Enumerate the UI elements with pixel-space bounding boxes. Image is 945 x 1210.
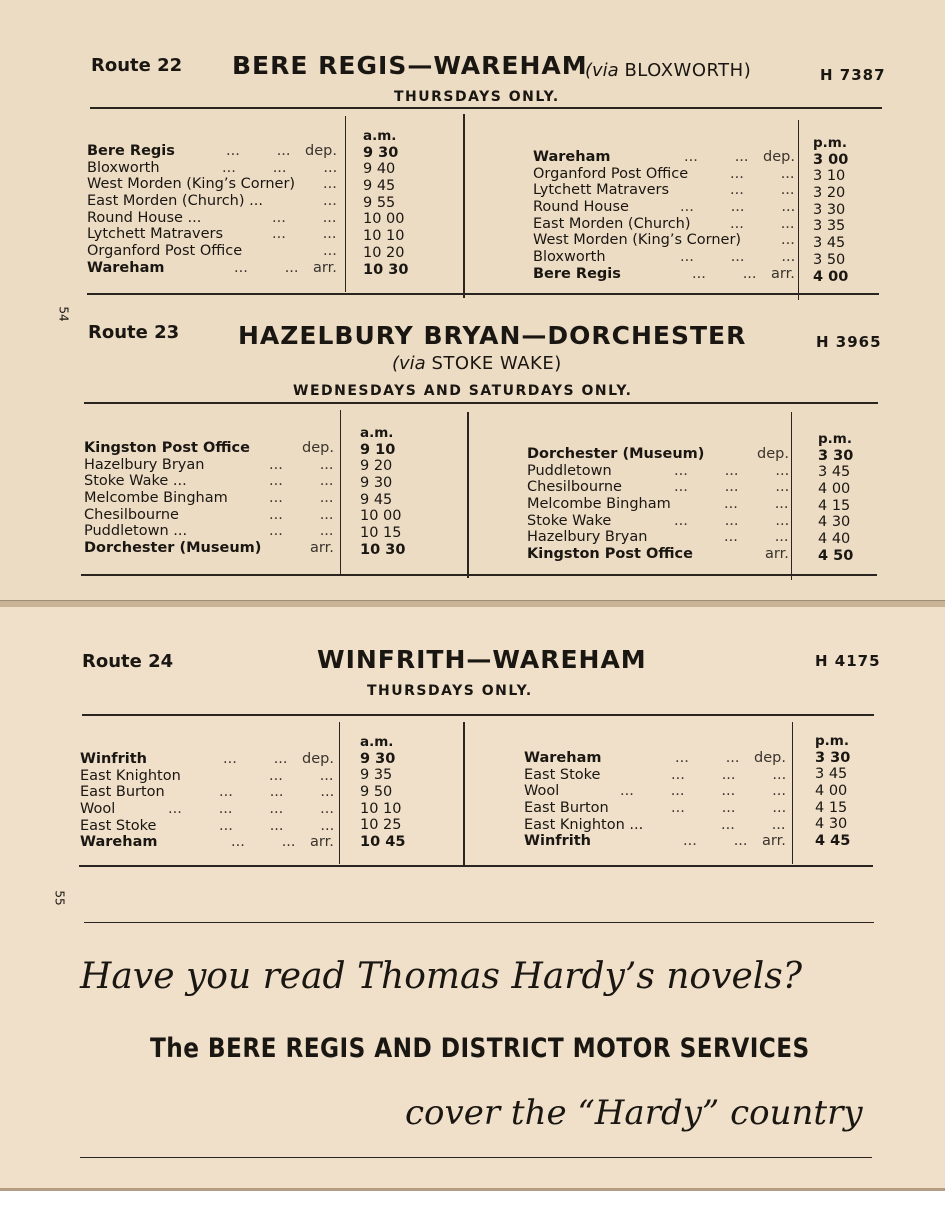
departure-time: 10 00 bbox=[360, 508, 402, 525]
stop-mark: arr. bbox=[313, 259, 337, 276]
route-24-label: Route 24 bbox=[82, 651, 174, 672]
stop-name: Organford Post Office bbox=[533, 165, 689, 182]
stop-name: East Burton bbox=[80, 784, 165, 801]
departure-time: 4 00 bbox=[818, 481, 851, 498]
departure-time: 9 40 bbox=[363, 161, 396, 178]
stop-row bbox=[533, 182, 795, 199]
stop-name: East Knighton ... bbox=[524, 816, 644, 833]
stop-name: Puddletown bbox=[527, 462, 612, 479]
stop-row bbox=[80, 751, 334, 768]
stop-row bbox=[87, 226, 337, 243]
leader-dots: ... ... bbox=[730, 182, 795, 199]
leader-dots: ... bbox=[781, 232, 795, 249]
stop-name: Wareham bbox=[80, 834, 158, 851]
leader-dots: ... ... bbox=[724, 496, 789, 513]
leader-dots: ... ... bbox=[675, 750, 740, 766]
leader-dots: ... ... ... bbox=[671, 766, 787, 783]
stop-name: Stoke Wake bbox=[527, 512, 612, 529]
stop-name: West Morden (King’s Corner) bbox=[533, 232, 742, 249]
route-23-title: HAZELBURY BRYAN—DORCHESTER bbox=[238, 321, 747, 350]
stop-name: Lytchett Matravers bbox=[87, 226, 224, 243]
route-22-return-times bbox=[813, 135, 848, 285]
advert-company-name: The BERE REGIS AND DISTRICT MOTOR SERVICES bbox=[150, 1033, 810, 1064]
stop-mark: arr. bbox=[762, 833, 786, 850]
stop-row bbox=[87, 176, 337, 193]
departure-time: 10 30 bbox=[363, 261, 409, 278]
departure-time: 4 40 bbox=[818, 531, 851, 548]
leader-dots: ... ... bbox=[730, 165, 795, 182]
route-24-days: THURSDAYS ONLY. bbox=[367, 683, 533, 699]
stop-name: Wareham bbox=[87, 259, 165, 276]
stop-name: East Stoke bbox=[80, 817, 157, 834]
stop-row bbox=[84, 540, 334, 557]
route-24-outbound-times bbox=[360, 734, 405, 851]
stop-mark: dep. bbox=[763, 149, 795, 165]
stop-name: East Morden (Church) ... bbox=[87, 193, 263, 210]
leader-dots: ... ... ... bbox=[674, 462, 790, 479]
departure-time: 9 30 bbox=[360, 475, 393, 492]
departure-time: 4 00 bbox=[815, 783, 848, 800]
route-23-outbound-times bbox=[360, 425, 405, 559]
route-23-rule-top bbox=[84, 402, 878, 404]
page-number-55: 55 bbox=[52, 890, 67, 906]
departure-time: 3 30 bbox=[815, 749, 851, 766]
stop-row bbox=[524, 833, 786, 850]
departure-time: 3 30 bbox=[818, 447, 854, 464]
leader-dots: ... ... bbox=[231, 834, 296, 851]
route-24-return-divider bbox=[792, 722, 793, 864]
period-label: a.m. bbox=[363, 128, 397, 144]
stop-name: Wareham bbox=[524, 750, 602, 766]
stop-row bbox=[87, 243, 337, 260]
leader-dots: ... ... bbox=[269, 506, 334, 523]
stop-row bbox=[84, 457, 334, 474]
stop-row bbox=[84, 507, 334, 524]
stop-name: Puddletown ... bbox=[84, 523, 188, 540]
leader-dots: ... ... bbox=[234, 259, 299, 276]
stop-row bbox=[533, 216, 795, 233]
route-22-center-divider bbox=[463, 114, 465, 298]
route-24-outbound-stops bbox=[80, 751, 334, 851]
departure-time: 10 20 bbox=[363, 244, 405, 261]
stop-row bbox=[524, 767, 786, 784]
stop-row bbox=[80, 834, 334, 851]
period-label: a.m. bbox=[360, 425, 394, 441]
stop-name: Melcombe Bingham bbox=[84, 490, 228, 507]
stop-name: Bere Regis bbox=[87, 143, 175, 159]
departure-time: 3 30 bbox=[813, 201, 846, 218]
stop-row bbox=[527, 479, 789, 496]
stop-name: Stoke Wake ... bbox=[84, 473, 187, 490]
leader-dots: ... ... ... ... bbox=[620, 783, 786, 800]
stop-name: Wareham bbox=[533, 149, 611, 165]
departure-time: 4 15 bbox=[818, 497, 851, 514]
route-22-return-stops bbox=[533, 149, 795, 283]
departure-time: 3 45 bbox=[813, 235, 846, 252]
stop-name: East Burton bbox=[524, 800, 609, 817]
stop-row bbox=[84, 440, 334, 457]
stop-name: Dorchester (Museum) bbox=[84, 540, 262, 557]
advert-question: Have you read Thomas Hardy’s novels? bbox=[80, 956, 803, 997]
departure-time: 4 30 bbox=[818, 514, 851, 531]
departure-time: 9 55 bbox=[363, 194, 396, 211]
route-23-rule-bottom bbox=[81, 574, 877, 576]
route-22-label: Route 22 bbox=[91, 55, 183, 76]
stop-row bbox=[80, 801, 334, 818]
departure-time: 10 15 bbox=[360, 525, 402, 542]
leader-dots: ... ... ... bbox=[219, 784, 335, 801]
stop-row bbox=[80, 784, 334, 801]
route-23-return-times bbox=[818, 431, 853, 565]
departure-time: 9 45 bbox=[363, 178, 396, 195]
stop-name: Bloxworth bbox=[533, 249, 606, 266]
departure-time: 4 30 bbox=[815, 816, 848, 833]
stop-name: Lytchett Matravers bbox=[533, 182, 670, 199]
stop-row bbox=[87, 193, 337, 210]
stop-row bbox=[527, 496, 789, 513]
stop-row bbox=[533, 166, 795, 183]
leader-dots: ... bbox=[323, 243, 337, 260]
stop-row bbox=[87, 143, 337, 160]
departure-time: 9 30 bbox=[360, 750, 396, 767]
leader-dots: ... ... bbox=[684, 149, 749, 165]
stop-name: Organford Post Office bbox=[87, 243, 243, 260]
route-22-code: H 7387 bbox=[820, 66, 886, 84]
stop-row bbox=[533, 149, 795, 166]
route-24-code: H 4175 bbox=[815, 652, 881, 670]
departure-time: 10 30 bbox=[360, 541, 406, 558]
departure-time: 4 50 bbox=[818, 547, 854, 564]
leader-dots: ... ... bbox=[724, 529, 789, 546]
stop-name: Kingston Post Office bbox=[527, 546, 693, 563]
advert-rule-top bbox=[84, 922, 874, 923]
route-24-rule-bottom bbox=[79, 865, 873, 867]
departure-time: 9 20 bbox=[360, 458, 393, 475]
leader-dots: ... ... bbox=[269, 490, 334, 507]
stop-row bbox=[80, 818, 334, 835]
leader-dots: ... ... ... bbox=[674, 479, 790, 496]
route-24-title: WINFRITH—WAREHAM bbox=[317, 645, 647, 674]
stop-name: Chesilbourne bbox=[527, 479, 622, 496]
departure-time: 3 45 bbox=[818, 464, 851, 481]
departure-time: 3 45 bbox=[815, 766, 848, 783]
stop-name: East Stoke bbox=[524, 766, 601, 783]
stop-row bbox=[87, 260, 337, 277]
leader-dots: ... ... ... bbox=[671, 800, 787, 817]
leader-dots: ... bbox=[323, 193, 337, 210]
stop-row bbox=[533, 199, 795, 216]
departure-time: 10 10 bbox=[360, 800, 402, 817]
leader-dots: ... ... ... bbox=[674, 512, 790, 529]
stop-row bbox=[87, 160, 337, 177]
route-24-center-divider bbox=[463, 722, 465, 865]
route-23-code: H 3965 bbox=[816, 333, 882, 351]
departure-time: 3 50 bbox=[813, 251, 846, 268]
departure-time: 3 20 bbox=[813, 185, 846, 202]
leader-dots: ... ... ... bbox=[222, 159, 338, 176]
stop-name: Hazelbury Bryan bbox=[84, 456, 205, 473]
stop-name: Winfrith bbox=[80, 751, 147, 767]
route-24-return-times bbox=[815, 733, 850, 850]
route-24-rule-top bbox=[82, 714, 874, 716]
route-23-center-divider bbox=[467, 412, 469, 578]
leader-dots: ... ... bbox=[269, 523, 334, 540]
stop-row bbox=[524, 750, 786, 767]
departure-time: 3 10 bbox=[813, 168, 846, 185]
stop-name: Chesilbourne bbox=[84, 506, 179, 523]
stop-row bbox=[84, 473, 334, 490]
stop-row bbox=[533, 232, 795, 249]
stop-name: Round House ... bbox=[87, 209, 202, 226]
leader-dots: ... ... ... bbox=[680, 249, 796, 266]
route-24-return-stops bbox=[524, 750, 786, 850]
stop-row bbox=[84, 490, 334, 507]
stop-name: Melcombe Bingham bbox=[527, 496, 671, 513]
departure-time: 9 10 bbox=[360, 441, 396, 458]
stop-mark: dep. bbox=[302, 751, 334, 767]
period-label: p.m. bbox=[813, 135, 847, 151]
stop-name: Hazelbury Bryan bbox=[527, 529, 648, 546]
stop-name: West Morden (King’s Corner) bbox=[87, 176, 296, 193]
stop-row bbox=[527, 546, 789, 563]
leader-dots: ... ... bbox=[226, 143, 291, 159]
departure-time: 10 00 bbox=[363, 211, 405, 228]
stop-row bbox=[527, 446, 789, 463]
stop-name: Winfrith bbox=[524, 833, 591, 850]
leader-dots: ... ... bbox=[683, 833, 748, 850]
route-22-outbound-times bbox=[363, 128, 408, 278]
period-label: p.m. bbox=[815, 733, 849, 749]
route-22-rule-bottom bbox=[87, 293, 879, 295]
leader-dots: ... ... bbox=[223, 751, 288, 767]
departure-time: 10 45 bbox=[360, 834, 406, 851]
stop-name: Bere Regis bbox=[533, 265, 621, 282]
leader-dots: ... ... bbox=[272, 209, 337, 226]
route-22-title: BERE REGIS—WAREHAM bbox=[232, 51, 588, 80]
departure-time: 3 35 bbox=[813, 218, 846, 235]
departure-time: 9 50 bbox=[360, 784, 393, 801]
stop-row bbox=[527, 529, 789, 546]
stop-row bbox=[524, 783, 786, 800]
route-23-label: Route 23 bbox=[88, 322, 180, 343]
leader-dots: ... ... ... bbox=[680, 199, 796, 216]
stop-name: Dorchester (Museum) bbox=[527, 446, 705, 462]
departure-time: 9 45 bbox=[360, 491, 393, 508]
stop-mark: arr. bbox=[310, 540, 334, 557]
departure-time: 4 00 bbox=[813, 268, 849, 285]
stop-mark: dep. bbox=[757, 446, 789, 462]
stop-name: East Knighton bbox=[80, 767, 181, 784]
stop-name: Round House bbox=[533, 199, 629, 216]
route-22-return-divider bbox=[798, 120, 799, 300]
stop-name: Wool bbox=[524, 783, 560, 800]
route-23-return-stops bbox=[527, 446, 789, 563]
route-23-return-divider bbox=[791, 412, 792, 580]
stop-name: Bloxworth bbox=[87, 159, 160, 176]
route-23-via: (via STOKE WAKE) bbox=[392, 353, 562, 374]
advert-tagline: cover the “Hardy” country bbox=[405, 1093, 863, 1133]
stop-mark: dep. bbox=[754, 750, 786, 766]
route-22-days: THURSDAYS ONLY. bbox=[394, 89, 560, 105]
stop-row bbox=[84, 523, 334, 540]
stop-row bbox=[87, 210, 337, 227]
leader-dots: ... ... bbox=[730, 215, 795, 232]
stop-name: Wool bbox=[80, 801, 116, 818]
advert-rule-bottom bbox=[80, 1157, 872, 1158]
leader-dots: ... bbox=[323, 176, 337, 193]
leader-dots: ... ... bbox=[721, 816, 786, 833]
stop-row bbox=[533, 249, 795, 266]
departure-time: 4 15 bbox=[815, 799, 848, 816]
route-22-rule-top bbox=[90, 107, 882, 109]
page-number-54: 54 bbox=[56, 306, 71, 322]
departure-time: 4 45 bbox=[815, 833, 851, 850]
departure-time: 3 00 bbox=[813, 151, 849, 168]
stop-name: Kingston Post Office bbox=[84, 440, 250, 456]
stop-name: East Morden (Church) bbox=[533, 215, 691, 232]
route-24-outbound-divider bbox=[339, 722, 340, 864]
route-22-via: (via BLOXWORTH) bbox=[585, 60, 752, 81]
route-23-outbound-stops bbox=[84, 440, 334, 557]
departure-time: 9 35 bbox=[360, 767, 393, 784]
stop-row bbox=[527, 463, 789, 480]
leader-dots: ... ... ... ... bbox=[168, 801, 334, 818]
leader-dots: ... ... bbox=[692, 265, 757, 282]
leader-dots: ... ... bbox=[269, 767, 334, 784]
route-23-outbound-divider bbox=[340, 410, 341, 576]
stop-row bbox=[533, 266, 795, 283]
route-23-days: WEDNESDAYS AND SATURDAYS ONLY. bbox=[293, 383, 633, 399]
stop-mark: arr. bbox=[765, 546, 789, 563]
period-label: p.m. bbox=[818, 431, 852, 447]
stop-row bbox=[80, 768, 334, 785]
leader-dots: ... ... bbox=[272, 226, 337, 243]
departure-time: 10 25 bbox=[360, 817, 402, 834]
route-22-outbound-stops bbox=[87, 143, 337, 277]
stop-row bbox=[524, 800, 786, 817]
departure-time: 10 10 bbox=[363, 228, 405, 245]
leader-dots: ... ... ... bbox=[219, 817, 335, 834]
stop-mark: arr. bbox=[310, 834, 334, 851]
stop-mark: arr. bbox=[771, 265, 795, 282]
leader-dots: ... ... bbox=[269, 456, 334, 473]
leader-dots: ... ... bbox=[269, 473, 334, 490]
stop-mark: dep. bbox=[305, 143, 337, 159]
departure-time: 9 30 bbox=[363, 144, 399, 161]
stop-mark: dep. bbox=[302, 440, 334, 456]
stop-row bbox=[524, 817, 786, 834]
period-label: a.m. bbox=[360, 734, 394, 750]
stop-row bbox=[527, 513, 789, 530]
route-22-outbound-divider bbox=[345, 116, 346, 292]
